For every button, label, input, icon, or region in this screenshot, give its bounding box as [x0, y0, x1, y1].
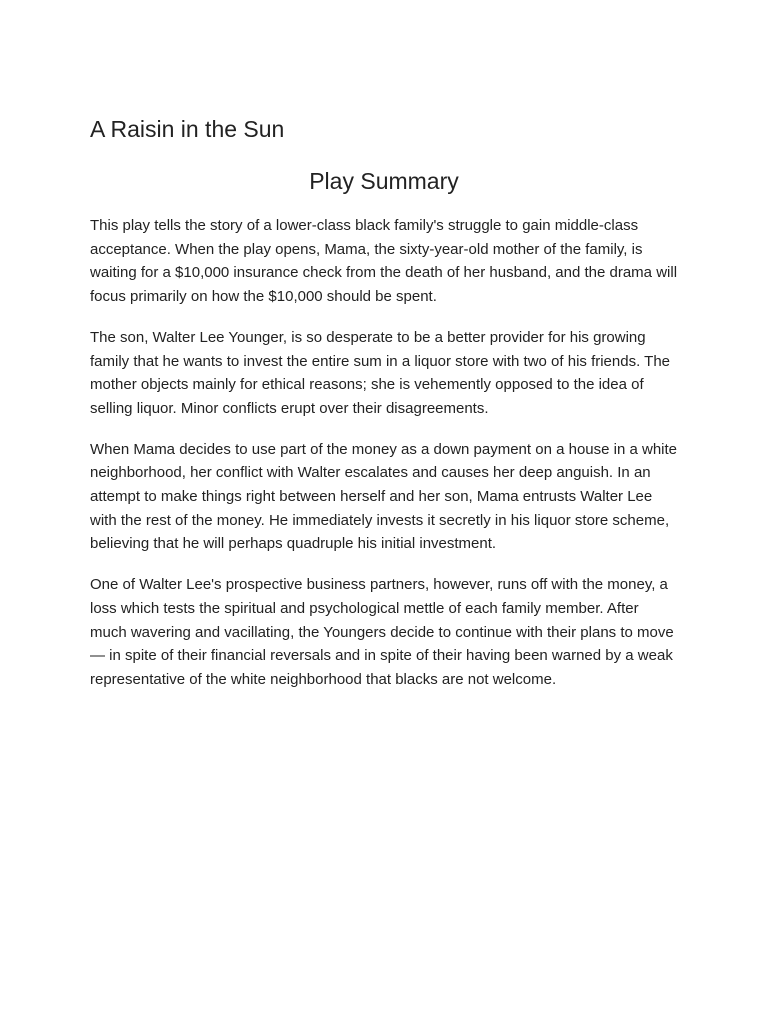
document-title: A Raisin in the Sun: [90, 116, 285, 142]
summary-paragraph-3: When Mama decides to use part of the money as a down payment on a house in a white neighborhood, her conflict with Walter escalates and causes her deep anguish. In an attempt to make things right between herself and her son, Mama entrusts Walter Lee with the rest of the money. He immediately invests it secretly in his liquor store scheme, believing that he will perhaps quadruple his initial investment.: [90, 440, 678, 553]
summary-paragraph-4: One of Walter Lee's prospective business partners, however, runs off with the money, a loss which tests the spiritual and psychological mettle of each family member. After much wavering and vacillating, the Youngers decide to continue with their plans to move — in spite of their financial reversals and in spite of their having been warned by a weak representative of the white neighborhood that blacks are not welcome.: [90, 576, 674, 688]
section-title: Play Summary: [309, 168, 459, 194]
summary-body: [90, 214, 678, 709]
summary-paragraph-1: This play tells the story of a lower-class black family's struggle to gain middle-class acceptance. When the play opens, Mama, the sixty-year-old mother of the family, is waiting for a $10,000 insurance check from the death of her husband, and the drama will focus primarily on how the $10,000 should be spent.: [90, 217, 678, 306]
summary-paragraph-2: The son, Walter Lee Younger, is so desperate to be a better provider for his growing family that he wants to invest the entire sum in a liquor store with two of his friends. The mother objects mainly for ethical reasons; she is vehemently opposed to the idea of selling liquor. Minor conflicts erupt over their disagreements.: [90, 328, 670, 417]
